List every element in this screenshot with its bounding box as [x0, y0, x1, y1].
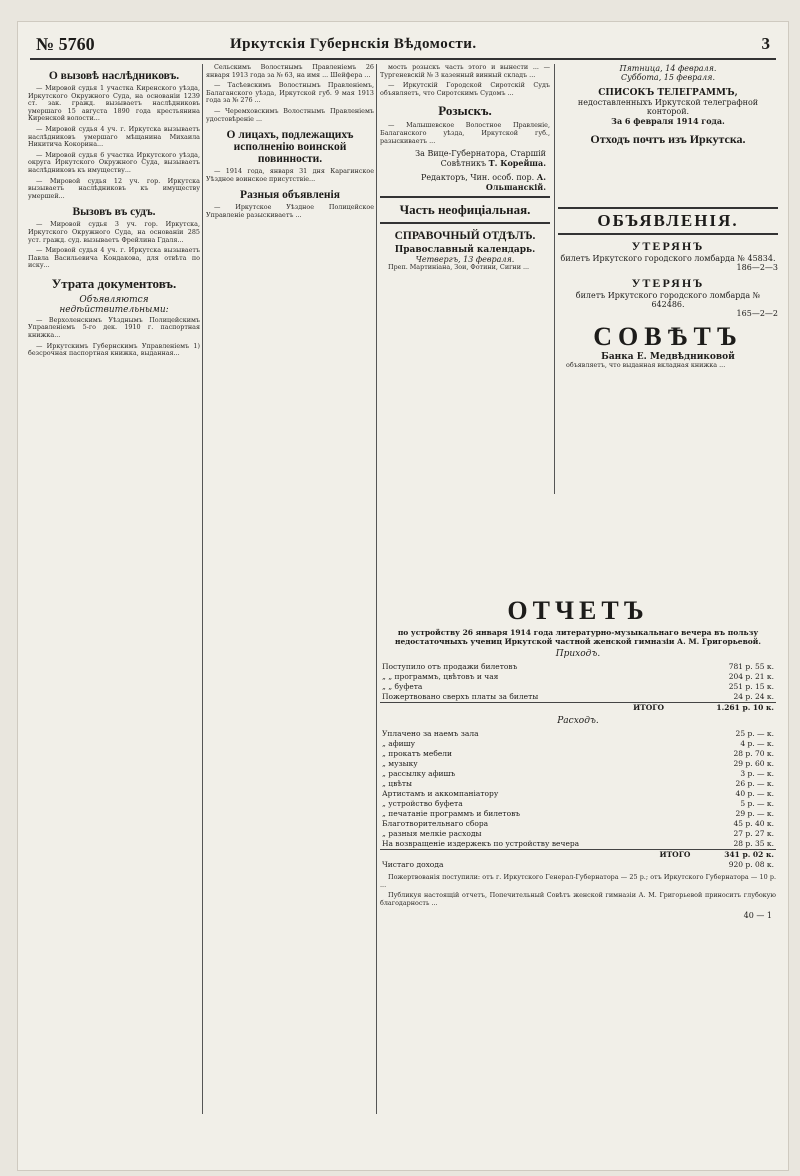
row-label: „ прокатъ мебели: [382, 749, 453, 758]
net-amount: 920 р. 08 к.: [728, 860, 774, 869]
paragraph: — Мировой судья 4 уч. г. Иркутска вызываетъ Павла Васильевича Кондакова, для отвѣта по иску...: [28, 246, 200, 270]
income-total-row: [380, 703, 776, 714]
table-row: [380, 672, 776, 682]
table-row: [380, 662, 776, 672]
table-row: [380, 769, 776, 779]
row-amount: 24 р. 24 к.: [733, 692, 774, 701]
signature-name: Т. Корейша.: [488, 158, 546, 169]
row-amount: 25 р. — к.: [735, 729, 774, 738]
row-amount: 40 р. — к.: [735, 789, 774, 798]
article-text: [206, 168, 374, 183]
unofficial-banner: [380, 196, 550, 224]
table-row: [380, 829, 776, 839]
table-row: [380, 749, 776, 759]
row-label: „ разныя мелкіе расходы: [382, 829, 482, 838]
article-text: [380, 64, 550, 97]
article-text: [28, 85, 200, 200]
table-row: [380, 739, 776, 749]
row-amount: 29 р. — к.: [735, 809, 774, 818]
paragraph: — Тасѣевскимъ Волостнымъ Правленіемъ, Балаганского уѣзда, Иркутской губ. 9 мая 1913 года за № 276 ...: [206, 81, 374, 105]
paragraph: — Иркутское Уѣздное Полицейское Управленіе разыскиваетъ ...: [206, 203, 374, 219]
column-3: [380, 64, 550, 504]
paragraph: Публикуя настоящій отчетъ, Попечительный Совѣтъ женской гимназіи А. М. Григорьевой приноситъ глубокую благодарность ...: [380, 891, 776, 907]
income-heading: Приходъ.: [555, 649, 601, 659]
section-heading-heirs: О вызовѣ наслѣдниковъ.: [48, 70, 180, 82]
article-text: [380, 122, 550, 145]
section-heading-misc-ads: Разныя объявленія: [240, 189, 340, 202]
paragraph: — Иркутскій Городской Сиротскій Судъ объявляетъ, что Сиротскимъ Судомъ ...: [380, 81, 550, 97]
issue-number: № 5760: [36, 34, 95, 54]
telegram-list-date: За 6 февраля 1914 года.: [611, 116, 725, 126]
table-row: [380, 759, 776, 769]
row-amount: 4 р. — к.: [740, 739, 774, 748]
lost-ticket-code: 186—2—3: [736, 263, 778, 272]
row-amount: 29 р. 60 к.: [733, 759, 774, 768]
report-title: ОТЧЕТЪ: [507, 596, 649, 625]
article-text: [380, 874, 776, 907]
expense-total-row: [380, 850, 776, 861]
paragraph: — Верхоленскимъ Уѣзднымъ Полицейскимъ Управленіемъ 5-го дек. 1910 г. паспортная книжка...: [28, 315, 200, 340]
column-1: [28, 64, 200, 1114]
lost-ticket-heading: УТЕРЯНЪ: [631, 239, 705, 253]
telegram-list-subtitle: недоставленныхъ Иркутской телеграфной конторой.: [577, 98, 759, 116]
row-label: Артистамъ и аккомпаніатору: [382, 789, 499, 798]
total-amount: 1.261 р. 10 к.: [666, 703, 776, 714]
column-rule: [202, 64, 203, 1114]
income-table: [380, 662, 776, 713]
article-text: [206, 64, 374, 123]
article-text: [28, 221, 200, 270]
row-amount: 204 р. 21 к.: [728, 672, 774, 681]
row-amount: 3 р. — к.: [740, 769, 774, 778]
section-heading-lost-docs: Утрата документовъ.: [51, 275, 177, 291]
table-row: [380, 789, 776, 799]
signature-role: За Вице-Губернатора, Старшій Совѣтникъ: [415, 149, 546, 169]
total-amount: 341 р. 02 к.: [692, 850, 776, 861]
section-subheading: Объявляются недѣйствительными:: [59, 294, 169, 315]
calendar-day: Пятница, 14 февраля.: [619, 64, 717, 73]
expense-heading: Расходъ.: [557, 716, 599, 726]
paragraph: — Малышевское Волостное Правленіе, Балаганского уѣзда, Иркутской губ., разыскиваетъ ...: [380, 121, 550, 145]
row-label: „ печатаніе программъ и билетовъ: [382, 809, 521, 818]
table-row: [380, 682, 776, 692]
row-label: Поступило отъ продажи билетовъ: [382, 662, 518, 671]
row-label: „ „ программъ, цвѣтовъ и чая: [382, 672, 499, 681]
paragraph: Преп. Мартиніана, Зои, Фотини, Сигни ...: [388, 263, 530, 272]
page-header: [30, 32, 776, 60]
row-label: „ устройство буфета: [382, 799, 463, 808]
section-heading-ads: ОБЪЯВЛЕНІЯ.: [597, 211, 739, 230]
paragraph: — Мировой судья 6 участка Иркутского уѣзда, округа Иркутского Окружного Суда, вызываетъ наслѣдниковъ къ имуществу...: [28, 150, 200, 174]
row-amount: 45 р. 40 к.: [733, 819, 774, 828]
row-amount: 28 р. 70 к.: [733, 749, 774, 758]
section-heading-post: Отходъ почтъ изъ Иркутска.: [590, 132, 746, 146]
report-end-code: 40 — 1: [743, 911, 772, 921]
row-label: Благотворительнаго сбора: [382, 819, 489, 828]
section-heading-unofficial: Часть неофиціальная.: [399, 202, 531, 218]
expense-table: [380, 729, 776, 870]
column-2: [206, 64, 374, 684]
section-heading-search: Розыскъ.: [438, 103, 492, 119]
calendar-title: Православный календарь.: [394, 245, 536, 256]
ads-banner: [558, 207, 778, 235]
row-label: На возвращеніе издержекъ по устройству вечера: [382, 839, 580, 848]
paragraph: — Черемховскимъ Волостнымъ Правленіемъ удостовѣреніе ...: [206, 106, 374, 123]
section-heading-reference: СПРАВОЧНЫЙ ОТДѢЛЪ.: [394, 230, 536, 243]
row-amount: 781 р. 55 к.: [728, 662, 774, 671]
table-row: [380, 819, 776, 829]
net-income-row: [380, 860, 776, 870]
row-label: „ „ буфета: [382, 682, 423, 691]
lost-ticket-heading: УТЕРЯНЪ: [631, 276, 705, 290]
paragraph: — Мировой судья 12 уч. гор. Иркутска вызываетъ наслѣдниковъ къ имуществу умершей...: [28, 176, 200, 200]
signature-role: Редакторъ, Чин. особ. пор.: [421, 173, 535, 183]
section-heading-military-duty: О лицахъ, подлежащихъ исполненію воинской повинности.: [226, 129, 354, 166]
article-text: [28, 317, 200, 358]
bank-name: Банка Е. Медвѣдниковой: [601, 352, 735, 362]
row-label: „ афишу: [382, 739, 415, 748]
table-row: [380, 692, 776, 703]
financial-report: [380, 596, 776, 1116]
net-label: Чистаго дохода: [382, 860, 444, 869]
report-subtitle: по устройству 26 января 1914 года литературно-музыкальнаго вечера въ пользу недостаточныхъ учениц Иркутской частной женской гимназіи А. М. Григорьевой.: [395, 628, 761, 646]
lost-ticket-text: билетъ Иркутского городского ломбарда № 642486.: [575, 291, 761, 309]
signature-editor: [384, 172, 546, 192]
telegram-list-title: СПИСОКЪ ТЕЛЕГРАММЪ,: [598, 88, 738, 98]
paragraph: мость розыскъ часть этого и вынести ... — Тургеневскій № 3 казенный винный складъ ...: [380, 64, 550, 79]
column-4: [558, 64, 778, 484]
row-label: „ музыку: [382, 759, 418, 768]
paragraph: Сельскимъ Волостнымъ Правленіемъ 26 января 1913 года за № 63, на имя ... Шейфера ...: [206, 64, 374, 79]
total-label: ИТОГО: [380, 703, 666, 714]
section-heading-court: Вызовъ въ судъ.: [72, 206, 156, 219]
article-text: [380, 264, 550, 272]
table-row: [380, 839, 776, 850]
table-row: [380, 799, 776, 809]
paragraph: — Мировой судья 3 уч. гор. Иркутска, Иркутского Окружного Суда, на основаніи 285 уст. гражд. суд. вызываетъ Фрейлина Гдаля...: [28, 220, 200, 244]
page-number: 3: [761, 34, 770, 53]
signature-vice-governor: [384, 149, 546, 168]
newspaper-title: Иркутскія Губернскія Вѣдомости.: [230, 36, 477, 52]
newspaper-page: [18, 22, 788, 1170]
paragraph: Пожертвованія поступили: отъ г. Иркутского Генерал-Губернатора — 25 р.; отъ Иркутского Губернатора — 10 р. ...: [380, 873, 776, 889]
lost-ticket-code: 165—2—2: [736, 309, 778, 318]
calendar-day: Суббота, 15 февраля.: [621, 73, 715, 82]
row-label: Пожертвовано сверхъ платы за билеты: [382, 692, 539, 701]
row-amount: 251 р. 15 к.: [728, 682, 774, 691]
total-label: ИТОГО: [380, 850, 692, 861]
article-text: [558, 362, 778, 370]
row-label: „ цвѣты: [382, 779, 412, 788]
row-label: „ рассылку афишъ: [382, 769, 456, 778]
paragraph: — Иркутскимъ Губернскимъ Управленіемъ 1) безсрочная паспортная книжка, выданная...: [28, 341, 200, 358]
table-row: [380, 779, 776, 789]
row-amount: 28 р. 35 к.: [733, 839, 774, 848]
council-heading: СОВѢТЪ: [593, 322, 743, 351]
row-amount: 5 р. — к.: [740, 799, 774, 808]
calendar-day: Четвергъ, 13 февраля.: [415, 255, 515, 265]
signature-name: А. Ольшанскій.: [485, 172, 546, 193]
article-text: [206, 204, 374, 219]
paragraph: — Мировой судья 1 участка Киренского уѣзда, Иркутского Окружного Суда, на основаніи 1239 ст. зак. гражд. вызываетъ наслѣдниковъ умершаго 15 августа 1890 года крестьянина Киренской волости...: [28, 84, 200, 123]
paragraph: объявляетъ, что выданная вкладная книжка ...: [566, 361, 726, 369]
paragraph: — 1914 года, января 31 дня Карагинское Уѣздное воинское присутствіе...: [206, 167, 374, 183]
row-amount: 27 р. 27 к.: [733, 829, 774, 838]
column-rule: [376, 64, 377, 1114]
table-row: [380, 729, 776, 739]
row-label: Уплачено за наемъ зала: [382, 729, 479, 738]
table-row: [380, 809, 776, 819]
column-rule: [554, 64, 555, 494]
row-amount: 26 р. — к.: [735, 779, 774, 788]
lost-ticket-text: билетъ Иркутского городского ломбарда № 45834.: [560, 254, 776, 263]
paragraph: — Мировой судья 4 уч. г. Иркутска вызываетъ наслѣдниковъ умершаго мѣщанина Михаила Никитича Кокорина...: [28, 124, 200, 149]
